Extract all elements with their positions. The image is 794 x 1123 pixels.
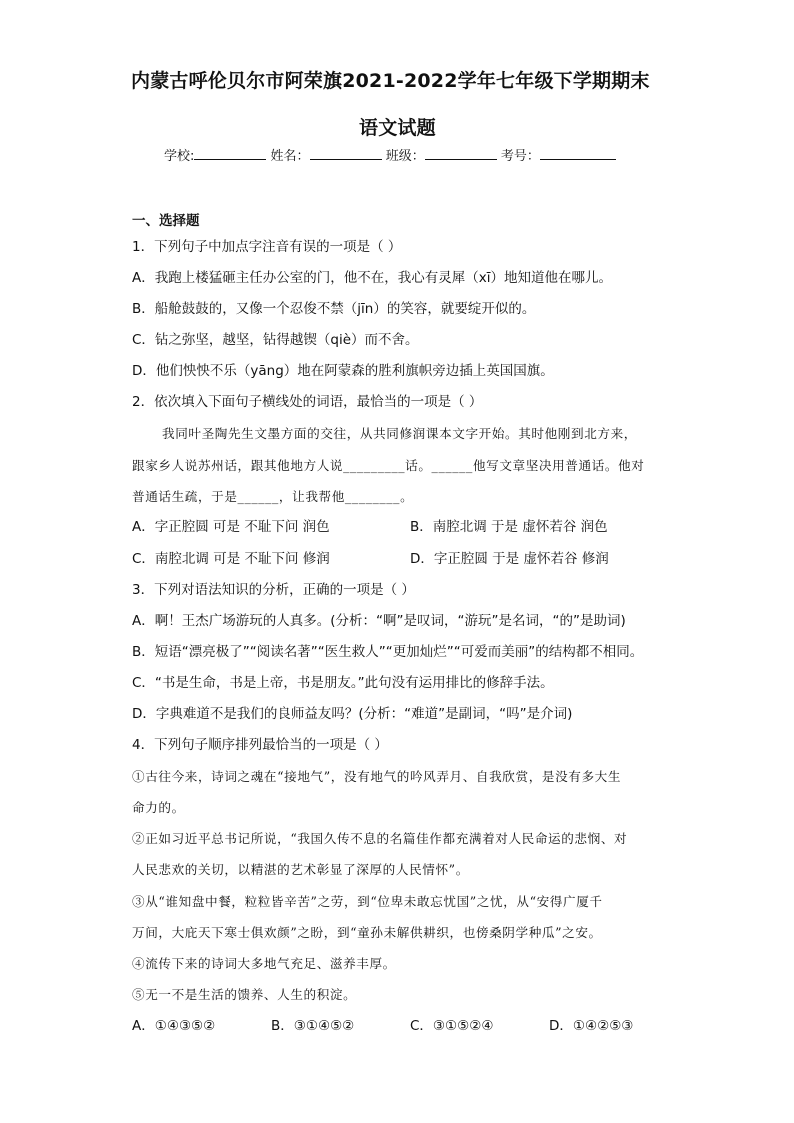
q2-option-c[interactable]: C．南腔北调 可是 不耻下问 修润 (132, 551, 330, 567)
exam-no-field[interactable] (540, 147, 616, 160)
q2-stem: 2．依次填入下面句子横线处的词语，最恰当的一项是（ ） (132, 394, 483, 410)
school-field[interactable] (194, 147, 266, 160)
page-title-line1: 内蒙古呼伦贝尔市阿荣旗2021-2022学年七年级下学期期末 (131, 70, 650, 92)
q2-passage-line2: 跟家乡人说苏州话，跟其他地方人说_________话。______他写文章坚决用普通话。他对 (132, 458, 645, 473)
class-label: 班级： (385, 149, 425, 164)
q2-option-a[interactable]: A．字正腔圆 可是 不耻下问 润色 (132, 519, 330, 535)
q3-option-a[interactable]: A．啊！王杰广场游玩的人真多。(分析：“啊”是叹词，“游玩”是名词，“的”是助词) (132, 613, 626, 629)
q4-sentence-3-line2: 万间，大庇天下寒士俱欢颜”之盼，到“童孙未解供耕织，也傍桑阴学种瓜”之安。 (132, 925, 602, 940)
q1-option-a[interactable]: A．我跑上楼猛砸主任办公室的门，他不在，我心有灵犀（xī）地知道他在哪儿。 (132, 270, 612, 286)
q4-option-c[interactable]: C．③①⑤②④ (410, 1018, 494, 1034)
q3-option-c[interactable]: C．“书是生命，书是上帝，书是朋友。”此句没有运用排比的修辞手法。 (132, 675, 554, 691)
q1-option-c[interactable]: C．钻之弥坚，越坚，钻得越锲（qiè）而不舍。 (132, 332, 419, 348)
q2-passage-line1: 我同叶圣陶先生文墨方面的交往，从共同修润课本文字开始。其时他刚到北方来， (162, 426, 637, 441)
section-heading: 一、选择题 (132, 213, 200, 229)
q4-option-d[interactable]: D．①④②⑤③ (549, 1018, 634, 1034)
q4-option-a[interactable]: A．①④③⑤② (132, 1018, 216, 1034)
page-title-line2: 语文试题 (359, 117, 436, 139)
name-field[interactable] (310, 147, 382, 160)
school-label: 学校: (164, 149, 195, 164)
q1-stem: 1．下列句子中加点字注音有误的一项是（ ） (132, 239, 402, 255)
student-info-row (164, 145, 616, 164)
name-label: 姓名： (270, 149, 310, 164)
q1-option-b[interactable]: B．船舱鼓鼓的，又像一个忍俊不禁（jīn）的笑容，就要绽开似的。 (132, 301, 536, 317)
q4-sentence-1-line1: ①古往今来，诗词之魂在“接地气”，没有地气的吟风弄月、自我欣赏，是没有多大生 (132, 769, 622, 784)
q4-sentence-4: ④流传下来的诗词大多地气充足、滋养丰厚。 (132, 956, 396, 971)
q3-stem: 3．下列对语法知识的分析，正确的一项是（ ） (132, 582, 415, 598)
q4-option-b[interactable]: B．③①④⑤② (271, 1018, 355, 1034)
q2-option-b[interactable]: B．南腔北调 于是 虚怀若谷 润色 (410, 519, 608, 535)
q2-option-d[interactable]: D．字正腔圆 于是 虚怀若谷 修润 (410, 551, 609, 567)
class-field[interactable] (425, 147, 497, 160)
q4-sentence-3-line1: ③从“谁知盘中餐，粒粒皆辛苦”之劳，到“位卑未敢忘忧国”之忧，从“安得广厦千 (132, 894, 603, 909)
q2-passage-line3: 普通话生疏，于是______，让我帮他________。 (132, 489, 414, 504)
q3-option-d[interactable]: D．字典难道不是我们的良师益友吗？(分析：“难道”是副词，“吗”是介词) (132, 706, 573, 722)
q4-sentence-2-line2: 人民悲欢的关切，以精湛的艺术彰显了深厚的人民情怀”。 (132, 862, 469, 877)
q4-sentence-5: ⑤无一不是生活的馈养、人生的积淀。 (132, 987, 357, 1002)
exam-no-label: 考号： (500, 149, 540, 164)
q4-sentence-1-line2: 命力的。 (132, 800, 185, 815)
q4-sentence-2-line1: ②正如习近平总书记所说，“我国久传不息的名篇佳作都充满着对人民命运的悲悯、对 (132, 831, 628, 846)
q3-option-b[interactable]: B．短语“漂亮极了”“阅读名著”“医生救人”“更加灿烂”“可爱而美丽”的结构都不相同。 (132, 644, 644, 660)
q4-stem: 4．下列句子顺序排列最恰当的一项是（ ） (132, 737, 388, 753)
q1-option-d[interactable]: D．他们怏怏不乐（yāng）地在阿蒙森的胜利旗帜旁边插上英国国旗。 (132, 363, 554, 379)
